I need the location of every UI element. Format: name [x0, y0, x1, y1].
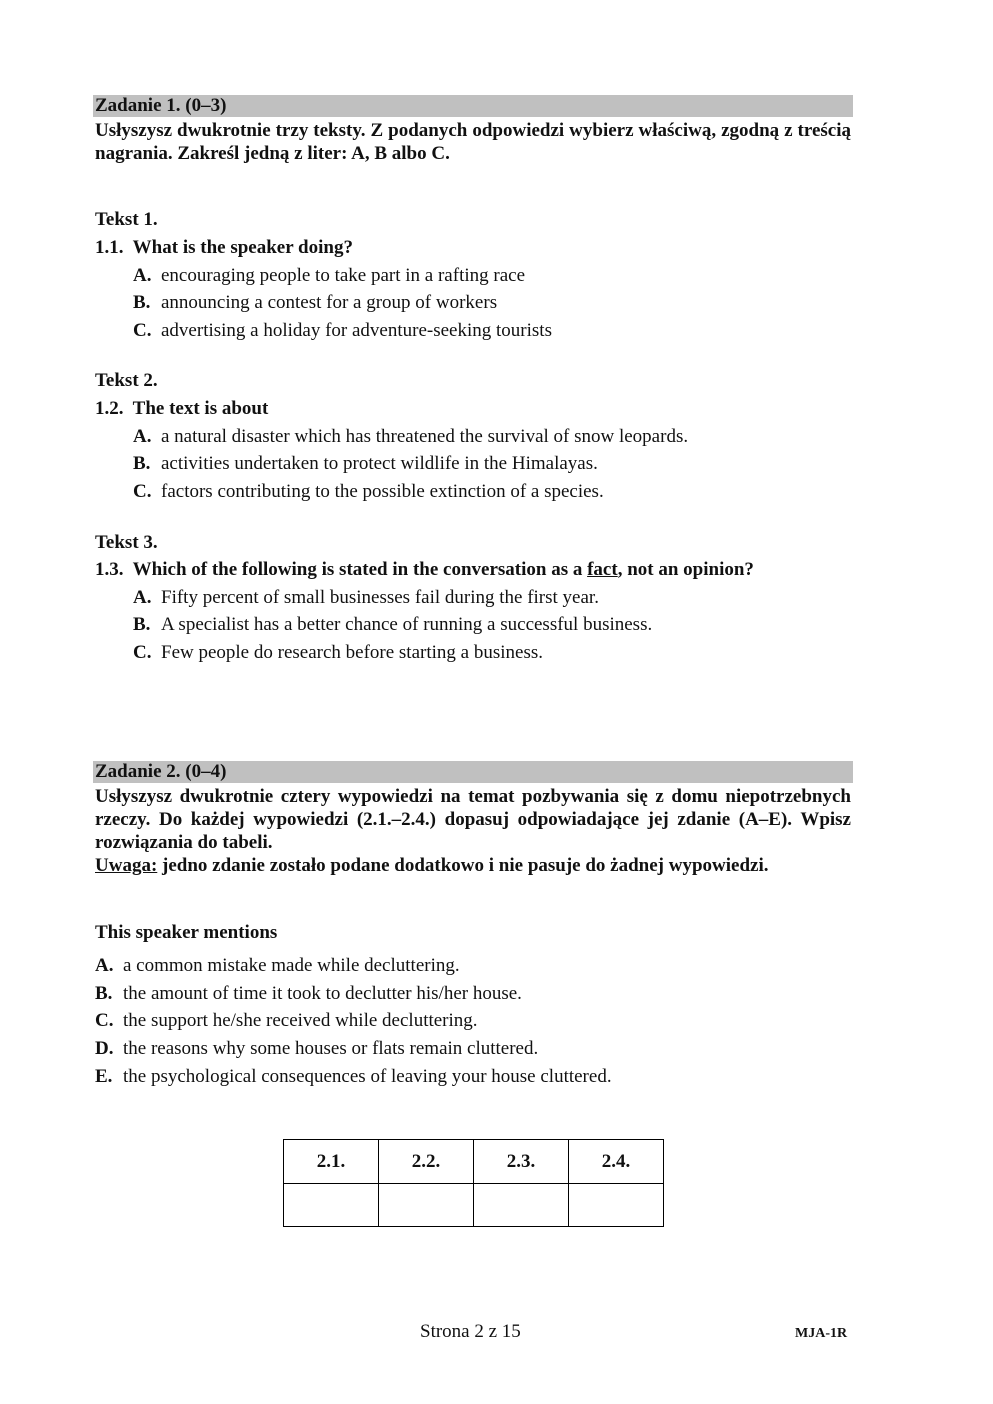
option-letter: C.	[133, 481, 152, 502]
statement-d	[95, 1038, 538, 1060]
option-letter: B.	[133, 614, 151, 635]
option-letter: B.	[95, 983, 113, 1004]
option-letter: B.	[133, 453, 151, 474]
option-text: the amount of time it took to declutter his/her house.	[123, 983, 522, 1004]
note-label: Uwaga:	[95, 855, 158, 876]
question-1-1	[95, 237, 353, 259]
option-text: advertising a holiday for adventure-seeking tourists	[161, 320, 552, 341]
option-letter: A.	[95, 955, 114, 976]
option-text: the reasons why some houses or flats remain cluttered.	[123, 1038, 539, 1059]
answer-header-2-3: 2.3.	[474, 1140, 569, 1184]
option-1-3-b[interactable]	[133, 614, 652, 636]
answer-header-2-1: 2.1.	[284, 1140, 379, 1184]
option-text: the psychological consequences of leaving your house cluttered.	[123, 1066, 612, 1087]
task2-instruction: Usłyszysz dwukrotnie cztery wypowiedzi na temat pozbywania się z domu niepotrzebnych rzeczy. Do każdej wypowiedzi (2.1.–2.4.) dopasuj odpowiadające jej zdanie (A–E). Wpisz rozwiązania do tabeli.	[95, 786, 851, 853]
option-letter: C.	[133, 320, 152, 341]
answer-table	[283, 1139, 664, 1227]
option-text: encouraging people to take part in a rafting race	[161, 265, 525, 286]
option-letter: A.	[133, 426, 152, 447]
option-1-1-a[interactable]	[133, 265, 525, 287]
task2-lead: This speaker mentions	[95, 922, 278, 943]
option-1-2-b[interactable]	[133, 453, 598, 475]
answer-cell-2-1[interactable]	[284, 1184, 379, 1227]
option-text: Fifty percent of small businesses fail during the first year.	[161, 587, 599, 608]
question-text: The text is about	[132, 398, 269, 419]
option-letter: A.	[133, 265, 152, 286]
option-1-2-a[interactable]	[133, 426, 688, 448]
answer-cell-2-4[interactable]	[569, 1184, 664, 1227]
task2-header: Zadanie 2. (0–4)	[93, 761, 853, 783]
option-letter: D.	[95, 1038, 114, 1059]
option-1-3-c[interactable]	[133, 642, 543, 664]
option-1-2-c[interactable]	[133, 481, 604, 503]
answer-cell-2-2[interactable]	[379, 1184, 474, 1227]
option-1-1-c[interactable]	[133, 320, 552, 342]
text2-label: Tekst 2.	[95, 370, 158, 391]
question-text-post: , not an opinion?	[617, 559, 754, 580]
exam-code: MJA-1R	[795, 1326, 848, 1341]
question-number: 1.2.	[95, 398, 124, 419]
answer-cell-2-3[interactable]	[474, 1184, 569, 1227]
option-1-3-a[interactable]	[133, 587, 599, 609]
question-1-2	[95, 398, 268, 420]
option-text: A specialist has a better chance of running a successful business.	[161, 614, 653, 635]
question-number: 1.3.	[95, 559, 124, 580]
question-1-3	[95, 559, 754, 581]
statement-c	[95, 1010, 478, 1032]
task1-header: Zadanie 1. (0–3)	[93, 95, 853, 117]
text3-label: Tekst 3.	[95, 532, 158, 553]
option-letter: B.	[133, 292, 151, 313]
option-letter: C.	[133, 642, 152, 663]
option-text: a natural disaster which has threatened the survival of snow leopards.	[161, 426, 689, 447]
text1-label: Tekst 1.	[95, 209, 158, 230]
statement-e	[95, 1066, 612, 1088]
option-text: Few people do research before starting a business.	[161, 642, 543, 663]
question-number: 1.1.	[95, 237, 124, 258]
task2-note	[95, 854, 851, 877]
option-letter: C.	[95, 1010, 114, 1031]
option-text: factors contributing to the possible extinction of a species.	[161, 481, 604, 502]
question-text: What is the speaker doing?	[132, 237, 353, 258]
page-number: Strona 2 z 15	[420, 1321, 521, 1342]
option-letter: A.	[133, 587, 152, 608]
option-text: activities undertaken to protect wildlife in the Himalayas.	[161, 453, 598, 474]
option-letter: E.	[95, 1066, 113, 1087]
option-text: announcing a contest for a group of workers	[161, 292, 498, 313]
answer-header-2-2: 2.2.	[379, 1140, 474, 1184]
answer-header-2-4: 2.4.	[569, 1140, 664, 1184]
option-1-1-b[interactable]	[133, 292, 497, 314]
statement-a	[95, 955, 460, 977]
statement-b	[95, 983, 522, 1005]
question-text-pre: Which of the following is stated in the conversation as a	[132, 559, 588, 580]
option-text: a common mistake made while decluttering.	[123, 955, 460, 976]
task1-instruction: Usłyszysz dwukrotnie trzy teksty. Z podanych odpowiedzi wybierz właściwą, zgodną z treścią nagrania. Zakreśl jedną z liter: A, B albo C.	[95, 120, 851, 164]
note-text: jedno zdanie zostało podane dodatkowo i nie pasuje do żadnej wypowiedzi.	[157, 855, 769, 876]
option-text: the support he/she received while decluttering.	[123, 1010, 478, 1031]
question-text-underlined: fact	[587, 559, 618, 580]
